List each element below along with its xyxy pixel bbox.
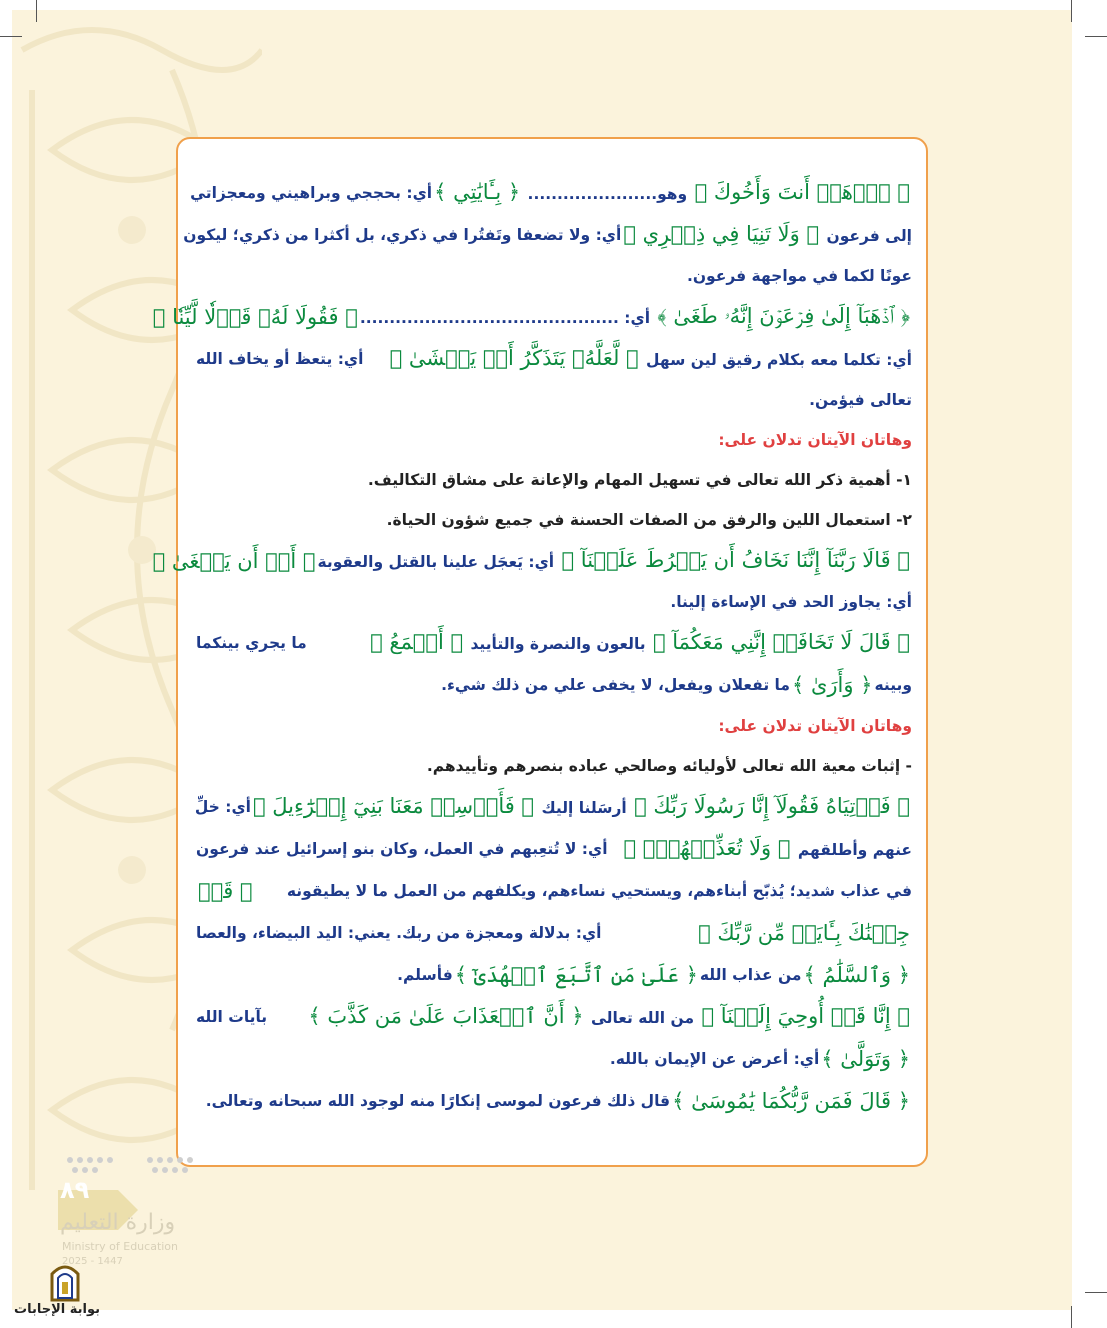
text-span: وهو...................... <box>522 185 693 203</box>
text-line <box>152 540 912 582</box>
crop-mark <box>1085 1292 1107 1293</box>
verse: ﴿ قَدۡ <box>198 879 253 903</box>
text-line <box>196 338 912 380</box>
section-heading: وهاتان الآيتان تدلان على: <box>718 717 912 735</box>
text-span: أي: تكلما معه بكلام رقيق لين سهل <box>640 351 912 369</box>
text-span: أرسَلنا إليك <box>536 799 633 817</box>
text-span: من عذاب الله <box>699 966 802 984</box>
text-line <box>190 172 912 214</box>
page-number: ٨٩ <box>60 1176 90 1204</box>
crop-mark <box>0 36 22 37</box>
ministry-name-en: Ministry of Education <box>62 1240 179 1253</box>
verse: ﴿ فَقُولَا لَهُۥ قَوۡلٗا لَّيِّنٗا ﴾ <box>152 305 358 329</box>
text-span: بالعون والنصرة والتأييد <box>465 635 651 653</box>
text-span: وبينه <box>874 676 912 694</box>
verse: ﴿ وَٱلسَّلَٰمُ ﴾ <box>803 963 910 987</box>
text-line <box>196 256 912 296</box>
verse: ﴿ عَلَىٰ مَنِ ٱتَّبَعَ ٱلۡهُدَىٰٓ ﴾ <box>454 963 698 987</box>
verse: ﴿ وَلَا تَنِيَا فِي ذِكۡرِي ﴾ <box>623 222 820 246</box>
list-item: ١- أهمية ذكر الله تعالى في تسهيل المهام والإعانة على مشاق التكاليف. <box>367 471 912 489</box>
text-line <box>152 296 912 338</box>
verse: ﴿ قَالَ فَمَن رَّبُّكُمَا يَٰمُوسَىٰ ﴾ <box>672 1089 910 1113</box>
text-line <box>196 1080 912 1122</box>
verse: ﴿ أَسۡمَعُ ﴾ <box>370 630 464 654</box>
crop-mark <box>36 0 37 22</box>
portal-label: بوابة الإجابات <box>14 1302 100 1317</box>
text-span: أي: ولا تضعفا وتَفتُرا في ذكري، بل أكثرا من ذكري؛ ليكون <box>183 226 622 244</box>
text-line <box>196 746 912 786</box>
crop-mark <box>1071 0 1072 22</box>
crop-mark <box>1085 36 1107 37</box>
text-span: فأسلم. <box>397 966 453 984</box>
text-line <box>196 870 912 912</box>
section-heading: وهاتان الآيتان تدلان على: <box>718 431 912 449</box>
text-span: إلى فرعون <box>821 227 912 245</box>
text-span: من الله تعالى <box>585 1009 700 1027</box>
text-line <box>196 828 912 870</box>
text-line <box>196 954 912 996</box>
verse: ﴿ وَتَوَلَّىٰ ﴾ <box>821 1047 910 1071</box>
text-span: أي: يتعظ أو يخاف الله <box>196 350 364 368</box>
verse: ﴿ قَالَ لَا تَخَافَآۖ إِنَّنِي مَعَكُمَآ ﴾ <box>652 630 910 654</box>
text-line <box>183 214 912 256</box>
text-line <box>196 622 912 664</box>
verse: جِئۡنَٰكَ بِـَٔايَةٖ مِّن رَّبِّكَ ﴾ <box>698 921 910 945</box>
verse: ﴿ قَالَا رَبَّنَآ إِنَّنَا نَخَافُ أَن يَفۡرُطَ عَلَيۡنَآ ﴾ <box>561 548 910 572</box>
text-line <box>196 706 912 746</box>
text-span: عنهم وأطلقهم <box>792 841 912 859</box>
portal-lantern-icon <box>44 1258 86 1302</box>
verse: ﴿ وَلَا تُعَذِّبۡهُمۡۖ ﴾ <box>623 836 791 860</box>
verse: ﴿ فَأۡتِيَاهُ فَقُولَآ إِنَّا رَسُولَا رَبِّكَ ﴾ <box>634 794 910 818</box>
text-span: أي: خلِّ <box>194 798 251 816</box>
verse: ﴿ ٱذۡهَبَآ إِلَىٰ فِرۡعَوۡنَ إِنَّهُۥ طَغَىٰ ﴾ <box>657 304 910 328</box>
text-span: أي: بحججي وبراهيني ومعجزاتي <box>190 184 433 202</box>
verse: ﴿ فَأَرۡسِلۡ مَعَنَا بَنِيٓ إِسۡرَٰٓءِيلَ ﴾ <box>252 794 535 818</box>
verse: ﴿ إِنَّا قَدۡ أُوحِيَ إِلَيۡنَآ ﴾ <box>701 1004 910 1028</box>
text-line <box>196 380 912 420</box>
text-span: قال ذلك فرعون لموسى إنكارًا منه لوجود الله سبحانه وتعالى. <box>205 1092 671 1110</box>
text-span: أي: أعرض عن الإيمان بالله. <box>609 1050 820 1068</box>
text-line <box>196 664 912 706</box>
verse: ﴿ أَوۡ أَن يَطۡغَىٰ ﴾ <box>152 549 316 573</box>
edition-year: 2025 - 1447 <box>62 1256 123 1267</box>
list-item: - إثبات معية الله تعالى لأوليائه وصالحي عباده بنصرهم وتأييدهم. <box>426 757 912 775</box>
text-span: تعالى فيؤمن. <box>809 391 912 409</box>
verse: ﴿ أَنَّ ٱلۡعَذَابَ عَلَىٰ مَن كَذَّبَ ﴾ <box>308 1004 584 1028</box>
ministry-name-ar: وزارة التعليم <box>60 1210 176 1235</box>
text-line <box>196 582 912 622</box>
text-span: أي: يجاوز الحد في الإساءة إلينا. <box>670 593 912 611</box>
text-span: في عذاب شديد؛ يُذبّح أبناءهم، ويستحيي نساءهم، ويكلفهم من العمل ما لا يطيقونه <box>286 882 912 900</box>
text-span: أي: ............................................ <box>359 309 656 327</box>
text-span: عونًا لكما في مواجهة فرعون. <box>686 267 912 285</box>
text-line <box>196 500 912 540</box>
text-span: بآيات الله <box>196 1008 268 1026</box>
text-line <box>196 786 912 828</box>
lesson-text <box>152 172 912 1122</box>
text-span: أي: لا تُتعِبهم في العمل، وكان بنو إسرائيل عند فرعون <box>196 840 608 858</box>
text-span: ما تفعلان ويفعل، لا يخفى علي من ذلك شيء. <box>441 676 790 694</box>
verse: ﴿ وَأَرَىٰ ﴾ <box>791 673 873 697</box>
list-item: ٢- استعمال اللين والرفق من الصفات الحسنة في جميع شؤون الحياة. <box>386 511 912 529</box>
verse: ﴿ لَّعَلَّهُۥ يَتَذَكَّرُ أَوۡ يَخۡشَىٰ ﴾ <box>389 346 639 370</box>
verse: ﴿ ٱذۡهَبۡ أَنتَ وَأَخُوكَ ﴾ <box>694 180 910 204</box>
text-line <box>196 1038 912 1080</box>
text-line <box>196 460 912 500</box>
text-span: أي: بدلالة ومعجزة من ربك. يعني: اليد البيضاء، والعصا <box>196 924 602 942</box>
text-line <box>196 420 912 460</box>
text-line <box>196 912 912 954</box>
text-span: أي: يَعجَل علينا بالقتل والعقوبة <box>317 553 560 571</box>
text-line <box>196 996 912 1038</box>
crop-mark <box>1071 1306 1072 1328</box>
verse: ﴿ بِـَٔايَٰتِي ﴾ <box>434 180 521 204</box>
text-span: ما يجري بينكما <box>196 634 307 652</box>
